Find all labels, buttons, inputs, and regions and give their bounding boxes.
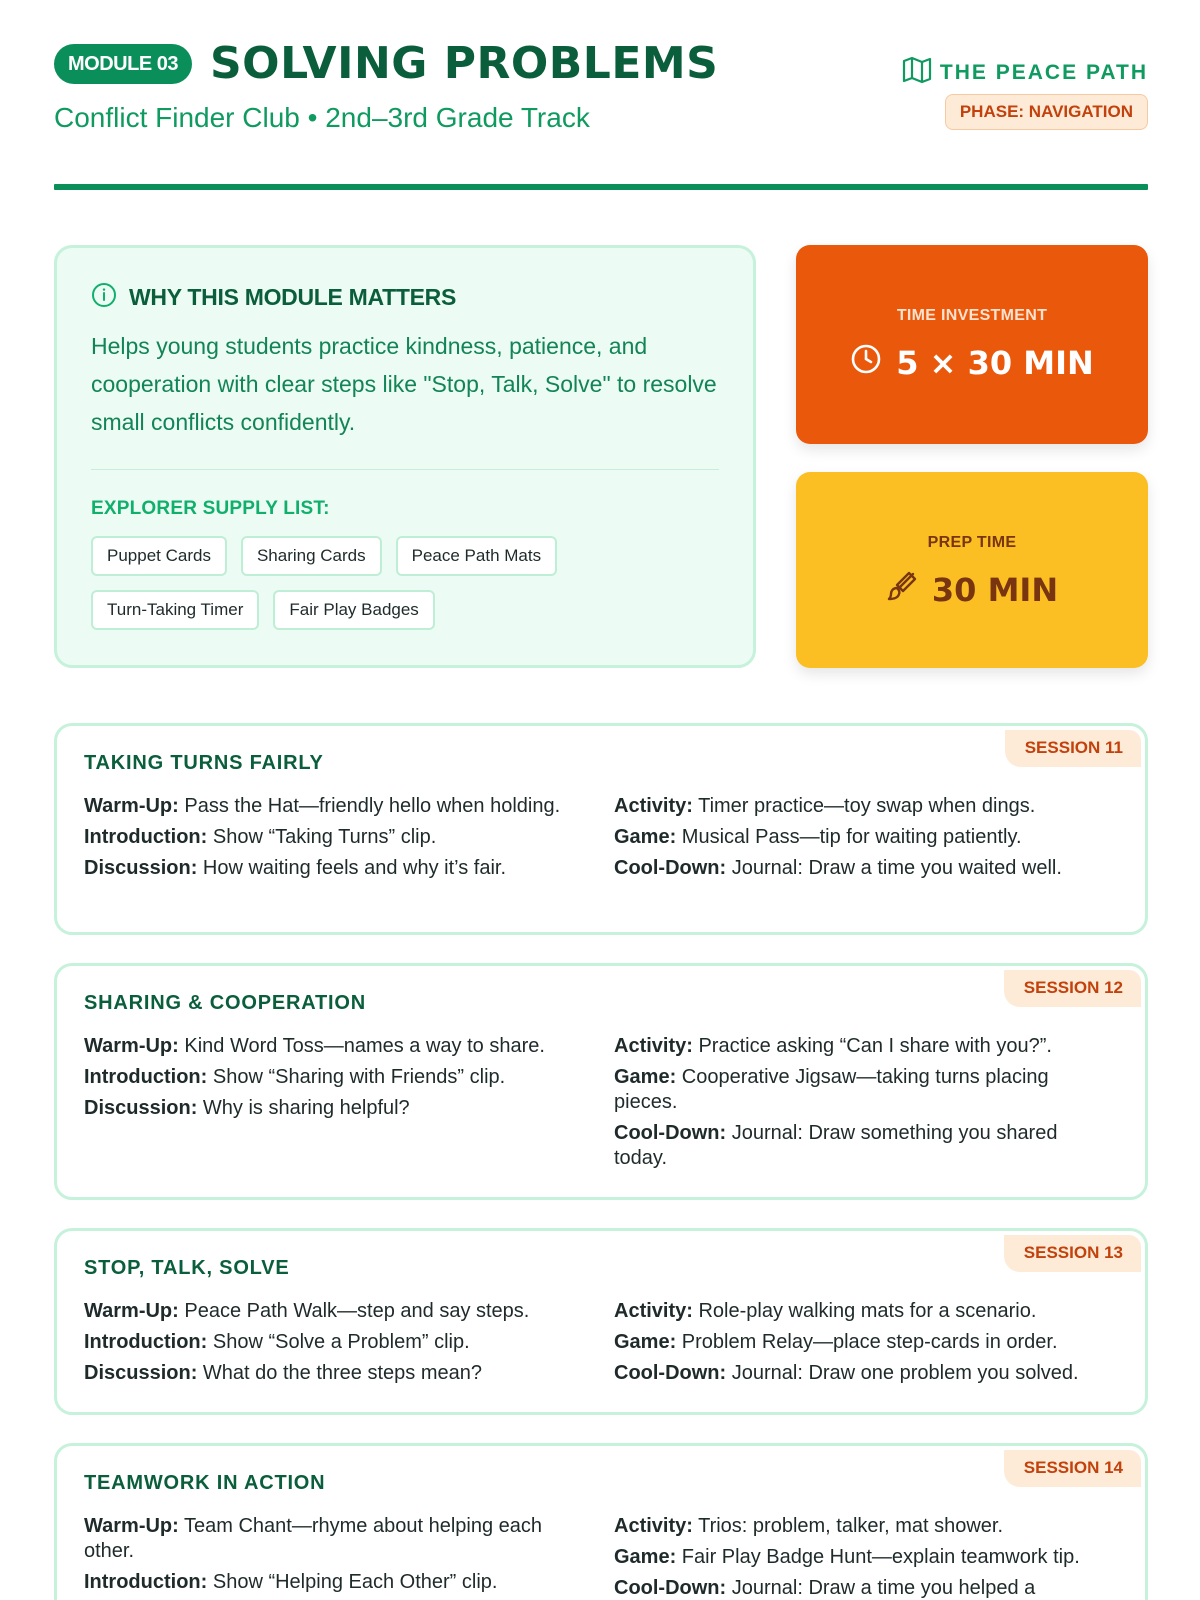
item-text: Fair Play Badge Hunt—explain teamwork tip. bbox=[676, 1546, 1080, 1568]
session-item bbox=[84, 1570, 574, 1595]
item-text: Journal: Draw a time you waited well. bbox=[726, 857, 1062, 879]
prep-time-label: PREP TIME bbox=[927, 534, 1017, 551]
session-item bbox=[84, 1361, 574, 1386]
session-item bbox=[84, 1096, 574, 1121]
session-item bbox=[84, 825, 574, 850]
phase-badge: PHASE: NAVIGATION bbox=[945, 94, 1148, 130]
session-item bbox=[84, 856, 574, 881]
item-text: Musical Pass—tip for waiting patiently. bbox=[676, 826, 1022, 848]
item-label: Cool-Down: bbox=[614, 1362, 727, 1384]
supply-chip: Puppet Cards bbox=[91, 536, 227, 576]
item-label: Introduction: bbox=[84, 1571, 208, 1593]
session-title: SHARING & COOPERATION bbox=[84, 992, 366, 1014]
item-label: Activity: bbox=[614, 1515, 693, 1537]
item-text: Journal: Draw a time you helped a bbox=[726, 1577, 1036, 1599]
item-text: Peace Path Walk—step and say steps. bbox=[178, 1300, 530, 1322]
why-header bbox=[91, 282, 719, 313]
item-label: Cool-Down: bbox=[614, 857, 727, 879]
session-item bbox=[614, 1361, 1114, 1386]
why-text: Helps young students practice kindness, patience, and cooperation with clear steps like "Stop, Talk, Solve" to resolve small conflicts confidently. bbox=[91, 333, 717, 435]
item-label: Activity: bbox=[614, 795, 693, 817]
supply-chip: Sharing Cards bbox=[241, 536, 382, 576]
item-label: Discussion: bbox=[84, 1097, 198, 1119]
session-item bbox=[614, 1034, 1114, 1059]
item-text: Timer practice—toy swap when dings. bbox=[692, 795, 1036, 817]
session-card bbox=[54, 963, 1148, 1200]
item-text: Show “Solve a Problem” clip. bbox=[207, 1331, 470, 1353]
session-right-column bbox=[614, 1299, 1114, 1392]
session-card bbox=[54, 1443, 1148, 1600]
session-item bbox=[614, 1121, 1114, 1171]
session-item bbox=[84, 1299, 574, 1324]
session-right-column bbox=[614, 1514, 1114, 1600]
session-left-column bbox=[84, 1514, 574, 1600]
why-divider bbox=[91, 469, 719, 470]
item-text: Problem Relay—place step-cards in order. bbox=[676, 1331, 1058, 1353]
session-right-column bbox=[614, 794, 1114, 887]
session-item bbox=[84, 1330, 574, 1355]
header-divider bbox=[54, 184, 1148, 190]
page-header bbox=[54, 40, 1148, 192]
session-tag: SESSION 14 bbox=[1004, 1450, 1141, 1487]
session-item bbox=[614, 1299, 1114, 1324]
item-text: Show “Taking Turns” clip. bbox=[207, 826, 437, 848]
session-item bbox=[84, 794, 574, 819]
item-label: Introduction: bbox=[84, 1066, 208, 1088]
map-icon bbox=[902, 56, 932, 89]
module-badge: MODULE 03 bbox=[54, 44, 192, 84]
item-text: What do the three steps mean? bbox=[197, 1362, 482, 1384]
item-label: Activity: bbox=[614, 1035, 693, 1057]
supply-list bbox=[91, 536, 731, 630]
session-item bbox=[614, 1330, 1114, 1355]
session-item bbox=[614, 856, 1114, 881]
item-text: Cooperative Jigsaw—taking turns placing pieces. bbox=[614, 1066, 1049, 1113]
session-item bbox=[84, 1034, 574, 1059]
item-text: How waiting feels and why it’s fair. bbox=[197, 857, 507, 879]
prep-time-value-row bbox=[796, 570, 1148, 610]
session-left-column bbox=[84, 1034, 574, 1127]
brand bbox=[902, 56, 1148, 89]
item-label: Discussion: bbox=[84, 1362, 198, 1384]
item-label: Game: bbox=[614, 1066, 677, 1088]
item-text: Show “Helping Each Other” clip. bbox=[207, 1571, 498, 1593]
page-subtitle: Conflict Finder Club • 2nd–3rd Grade Track bbox=[54, 102, 590, 134]
item-text: Journal: Draw one problem you solved. bbox=[726, 1362, 1079, 1384]
time-investment-value-row bbox=[796, 343, 1148, 383]
item-label: Warm-Up: bbox=[84, 1300, 179, 1322]
session-tag: SESSION 11 bbox=[1005, 730, 1141, 767]
supply-chip: Fair Play Badges bbox=[273, 590, 434, 630]
session-right-column bbox=[614, 1034, 1114, 1177]
session-tag: SESSION 12 bbox=[1004, 970, 1141, 1007]
session-title: STOP, TALK, SOLVE bbox=[84, 1257, 290, 1279]
why-card bbox=[54, 245, 756, 668]
prep-time-value: 30 MIN bbox=[931, 571, 1059, 609]
item-text: Pass the Hat—friendly hello when holding. bbox=[178, 795, 561, 817]
item-text: Why is sharing helpful? bbox=[197, 1097, 410, 1119]
item-text: Show “Sharing with Friends” clip. bbox=[207, 1066, 506, 1088]
session-item bbox=[614, 1065, 1114, 1115]
page-title: SOLVING PROBLEMS bbox=[209, 38, 719, 89]
item-text: Role-play walking mats for a scenario. bbox=[692, 1300, 1037, 1322]
item-text: Kind Word Toss—names a way to share. bbox=[178, 1035, 545, 1057]
item-text: Team Chant—rhyme about helping each other. bbox=[84, 1515, 542, 1562]
prep-time-card bbox=[796, 472, 1148, 668]
session-left-column bbox=[84, 1299, 574, 1392]
session-tag: SESSION 13 bbox=[1004, 1235, 1141, 1272]
supply-list-title: EXPLORER SUPPLY LIST: bbox=[91, 498, 330, 519]
item-label: Cool-Down: bbox=[614, 1577, 727, 1599]
item-label: Warm-Up: bbox=[84, 1035, 179, 1057]
supply-chip: Peace Path Mats bbox=[396, 536, 557, 576]
session-item bbox=[614, 794, 1114, 819]
session-item bbox=[614, 825, 1114, 850]
session-card bbox=[54, 1228, 1148, 1415]
item-label: Introduction: bbox=[84, 826, 208, 848]
session-item bbox=[84, 1065, 574, 1090]
item-text: Practice asking “Can I share with you?”. bbox=[692, 1035, 1052, 1057]
session-item bbox=[84, 1514, 574, 1564]
item-label: Discussion: bbox=[84, 857, 198, 879]
item-text: Trios: problem, talker, mat shower. bbox=[692, 1515, 1004, 1537]
why-title: WHY THIS MODULE MATTERS bbox=[129, 284, 457, 310]
session-card bbox=[54, 723, 1148, 935]
item-label: Introduction: bbox=[84, 1331, 208, 1353]
supply-chip: Turn-Taking Timer bbox=[91, 590, 259, 630]
item-label: Game: bbox=[614, 1546, 677, 1568]
brand-name: THE PEACE PATH bbox=[939, 60, 1148, 84]
info-icon bbox=[91, 282, 117, 313]
item-label: Cool-Down: bbox=[614, 1122, 727, 1144]
item-label: Warm-Up: bbox=[84, 795, 179, 817]
brush-icon bbox=[886, 570, 918, 610]
item-text: Journal: Draw something you shared today. bbox=[614, 1122, 1058, 1169]
time-investment-card bbox=[796, 245, 1148, 444]
session-item bbox=[614, 1514, 1114, 1539]
item-label: Warm-Up: bbox=[84, 1515, 179, 1537]
item-label: Game: bbox=[614, 826, 677, 848]
time-investment-label: TIME INVESTMENT bbox=[896, 307, 1048, 324]
item-label: Activity: bbox=[614, 1300, 693, 1322]
item-label: Game: bbox=[614, 1331, 677, 1353]
session-title: TAKING TURNS FAIRLY bbox=[84, 752, 324, 774]
session-item bbox=[614, 1576, 1114, 1600]
time-investment-value: 5 × 30 MIN bbox=[896, 344, 1094, 382]
session-title: TEAMWORK IN ACTION bbox=[84, 1472, 326, 1494]
session-item bbox=[614, 1545, 1114, 1570]
session-left-column bbox=[84, 794, 574, 887]
clock-icon bbox=[850, 343, 882, 383]
